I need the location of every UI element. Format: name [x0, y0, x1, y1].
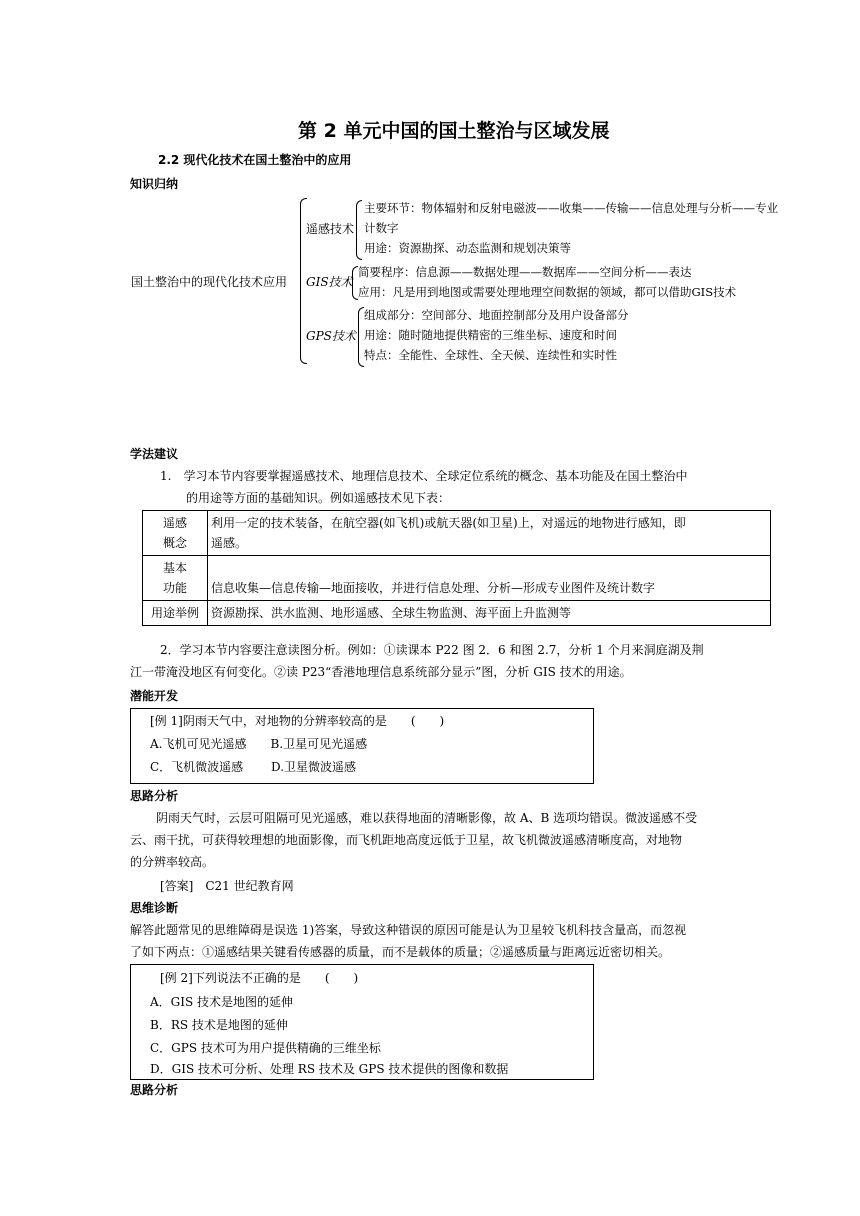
heading-diagnosis: 思维诊断: [130, 901, 179, 915]
gps-line2: 用途：随时随地提供精密的三维坐标、速度和时间: [364, 328, 617, 342]
page-title: 第 2 单元中国的国土整治与区域发展: [298, 120, 610, 142]
rs-brace: [356, 200, 362, 260]
table-cell: 资源勘探、洪水监测、地形遥感、全球生物监测、海平面上升监测等: [208, 601, 771, 626]
example2-option-b: B．RS 技术是地图的延伸: [150, 1018, 288, 1032]
table-cell: 信息收集—信息传输—地面接收，并进行信息处理、分析—形成专业图件及统计数字: [208, 556, 771, 601]
gps-line3: 特点：全能性、全球性、全天候、连续性和实时性: [364, 348, 617, 362]
gis-line1: 简要程序：信息源——数据处理——数据库——空间分析——表达: [358, 265, 692, 279]
rs-label: 遥感技术: [306, 222, 355, 236]
example1-options-cd: C．飞机微波遥感 D.卫星微波遥感: [150, 760, 357, 774]
method2-line-a: 2．学习本节内容要注意读图分析。例如：①读课本 P22 图 2．6 和图 2.7，分析 1 个月来洞庭湖及荆: [160, 643, 704, 657]
table-row: [143, 556, 771, 601]
diagnosis-line-a: 解答此题常见的思维障碍是误选 1)答案，导致这种错误的原因可能是认为卫星较飞机科技含量高，而忽视: [130, 923, 687, 937]
example2-option-a: A．GIS 技术是地图的延伸: [150, 995, 294, 1009]
remote-sensing-table: [142, 510, 771, 626]
section-title: 2.2 现代化技术在国土整治中的应用: [158, 153, 352, 167]
heading-knowledge: 知识归纳: [130, 177, 179, 191]
example2-option-d: D．GIS 技术可分析、处理 RS 技术及 GPS 技术提供的图像和数据: [150, 1062, 509, 1076]
tree-root: 国土整治中的现代化技术应用: [131, 275, 288, 289]
example2-question: [例 2]下列说法不正确的是 ( ): [160, 971, 359, 985]
example1-options-ab: A.飞机可见光遥感 B.卫星可见光遥感: [150, 737, 368, 751]
gis-label: GIS技术: [306, 275, 353, 289]
heading-analysis: 思路分析: [130, 789, 179, 803]
table-cell-header: 用途举例: [143, 601, 208, 626]
rs-line1: 主要环节：物体辐射和反射电磁波——收集——传输——信息处理与分析——专业: [364, 201, 778, 215]
analysis-line-b: 云、雨干扰，可获得较理想的地面影像，而飞机距地高度远低于卫星，故飞机微波遥感清晰度高，对地物: [130, 833, 683, 847]
method2-line-b: 江一带淹没地区有何变化。②读 P23“香港地理信息系统部分显示”图，分析 GIS 技术的用途。: [130, 665, 632, 679]
method1-line-b: 的用途等方面的基础知识。例如遥感技术见下表：: [186, 491, 451, 505]
answer-line: [答案] C21 世纪教育网: [160, 879, 294, 893]
rs-line2: 计数字: [364, 221, 399, 235]
heading-potential: 潜能开发: [130, 689, 179, 703]
table-row: [143, 601, 771, 626]
gis-line2: 应用：凡是用到地图或需要处理地理空间数据的领域，都可以借助GIS技术: [358, 285, 737, 299]
table-row: [143, 511, 771, 556]
method1-line-a: 1. 学习本节内容要掌握遥感技术、地理信息技术、全球定位系统的概念、基本功能及在国土整治中: [160, 469, 688, 483]
table-cell-header: 遥感 概念: [143, 511, 208, 556]
table-cell-header: 基本 功能: [143, 556, 208, 601]
gps-line1: 组成部分：空间部分、地面控制部分及用户设备部分: [364, 308, 629, 322]
table-cell: 利用一定的技术装备，在航空器(如飞机)或航天器(如卫星)上，对遥远的地物进行感知，即 遥感。: [208, 511, 771, 556]
diagnosis-line-b: 了如下两点：①遥感结果关键看传感器的质量，而不是载体的质量；②遥感质量与距离远近密切相关。: [130, 945, 671, 959]
rs-line3: 用途：资源勘探、动态监测和规划决策等: [364, 241, 571, 255]
heading-analysis-2: 思路分析: [130, 1083, 179, 1097]
heading-method: 学法建议: [130, 447, 179, 461]
gps-label: GPS技术: [306, 329, 356, 343]
example1-question: [例 1]阴雨天气中，对地物的分辨率较高的是 ( ): [150, 714, 445, 728]
analysis-line-c: 的分辨率较高。: [130, 855, 215, 869]
analysis-line-a: 阴雨天气时，云层可阻隔可见光遥感，难以获得地面的清晰影像，故 A、B 选项均错误。微波遥感不受: [156, 811, 698, 825]
example2-option-c: C．GPS 技术可为用户提供精确的三维坐标: [150, 1041, 381, 1055]
